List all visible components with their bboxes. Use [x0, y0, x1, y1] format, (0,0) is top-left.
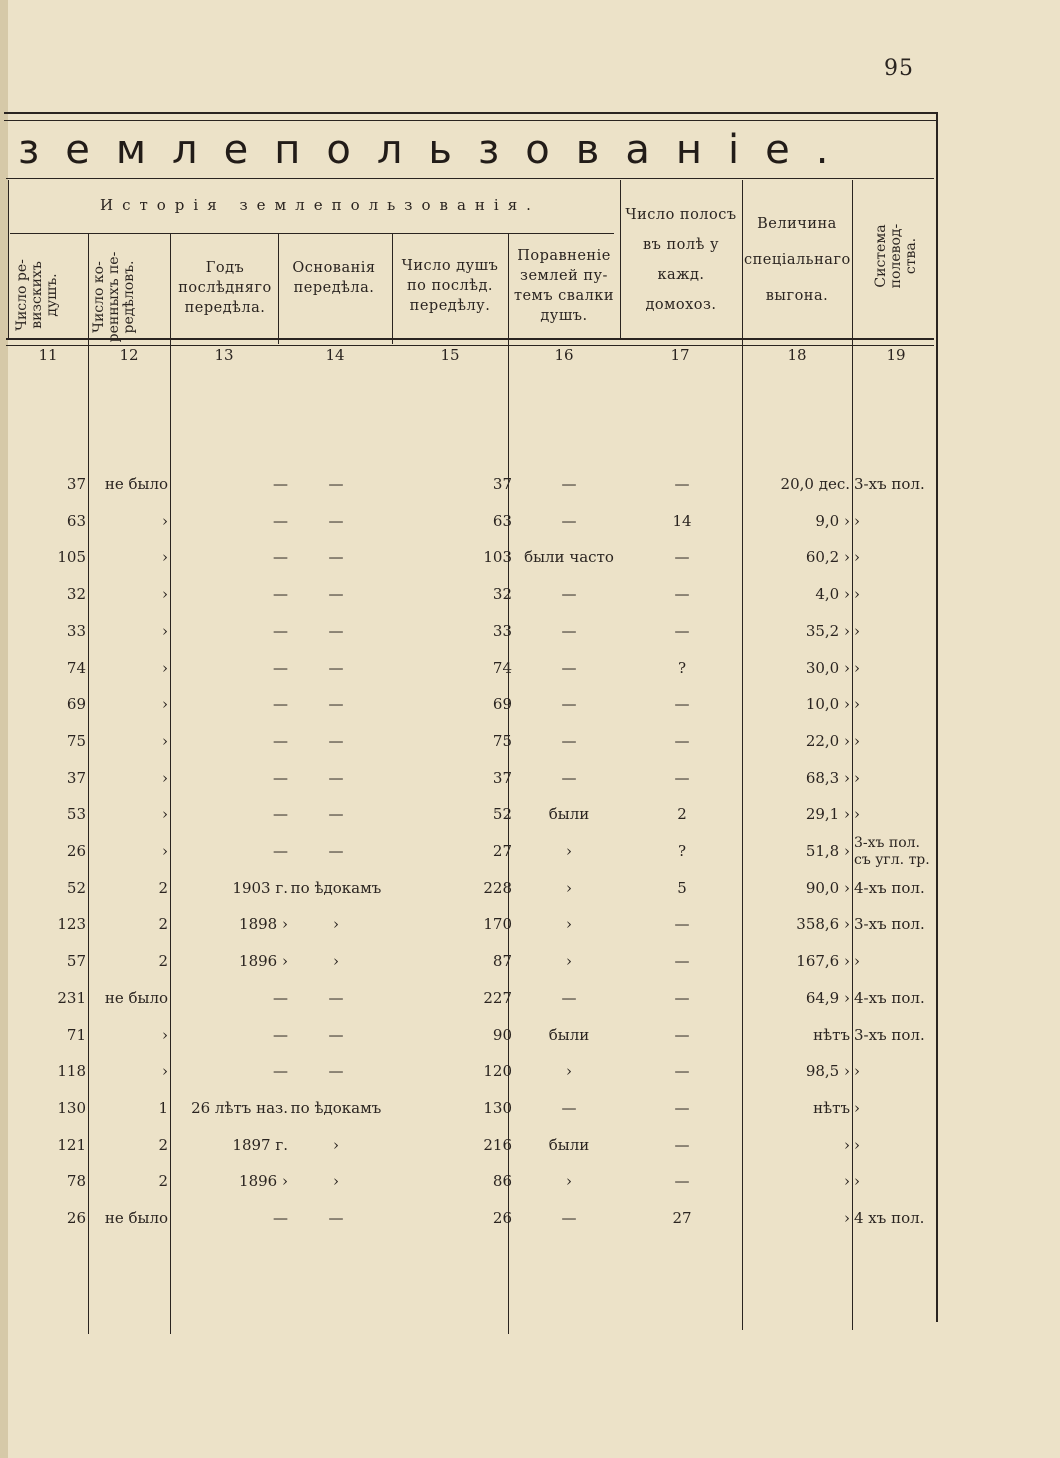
table-cell: —	[674, 988, 690, 1007]
table-cell: 26	[66, 1209, 86, 1227]
table-cell: —	[328, 658, 344, 677]
table-cell: ›	[162, 511, 168, 530]
table-cell: 2	[158, 952, 168, 971]
table-cell: 14	[672, 511, 692, 530]
page-number: 95	[884, 56, 914, 81]
table-cell: ›	[854, 621, 860, 640]
table-cell: 231	[57, 988, 86, 1007]
table-cell: ›	[162, 731, 168, 750]
table-cell: 87	[492, 952, 512, 971]
table-cell: 22,0 ›	[805, 731, 850, 750]
table-cell: 37	[66, 768, 86, 787]
table-cell: 75	[492, 731, 512, 750]
table-cell: не было	[104, 988, 168, 1007]
table-cell: —	[674, 952, 690, 971]
group-header: Исторія землепользованія.	[100, 196, 540, 214]
table-cell: —	[273, 548, 288, 567]
table-cell: по ѣдокамъ	[290, 878, 382, 897]
table-cell: —	[273, 1062, 288, 1081]
table-cell: ›	[566, 878, 572, 897]
table-cell: —	[273, 1209, 288, 1227]
table-cell: 2	[158, 1135, 168, 1154]
table-cell: —	[561, 511, 577, 530]
table-cell: —	[561, 475, 577, 493]
header-col17: Число полосъ въ полѣ у кажд. домохоз.	[625, 207, 737, 313]
table-cell: 32	[66, 585, 86, 604]
table-cell: ›	[854, 511, 860, 530]
table-cell: —	[273, 1025, 288, 1044]
col-sep	[8, 180, 9, 340]
table-cell: —	[273, 842, 288, 860]
table-cell: —	[273, 805, 288, 824]
section-title: землепользованіе.	[18, 127, 855, 173]
table-cell: 3-хъ пол. съ угл. тр.	[854, 835, 930, 868]
table-cell: 26	[492, 1209, 512, 1227]
table-cell: 32	[492, 585, 512, 604]
table-cell: 10,0 ›	[805, 695, 850, 714]
table-cell: ›	[162, 658, 168, 677]
table-cell: 75	[66, 731, 86, 750]
table-cell: ›	[162, 585, 168, 604]
table-cell: 4 хъ пол.	[854, 1209, 925, 1227]
table-cell: ›	[566, 915, 572, 934]
table-cell: 57	[66, 952, 86, 971]
table-cell: 3-хъ пол.	[854, 475, 925, 493]
table-cell: ›	[162, 1062, 168, 1081]
col-sep	[742, 180, 743, 1330]
table-cell: 4,0 ›	[815, 585, 850, 604]
group-rule	[10, 233, 614, 234]
table-cell: 51,8 ›	[805, 842, 850, 860]
table-cell: 74	[492, 658, 512, 677]
table-cell: 103	[483, 548, 512, 567]
table-cell: ›	[854, 952, 860, 971]
table-cell: —	[561, 585, 577, 604]
table-cell: 68,3 ›	[805, 768, 850, 787]
table-cell: 1898 ›	[239, 915, 288, 934]
header-col11: Число ре- визскихъ душъ.	[14, 259, 60, 331]
col-sep	[852, 180, 853, 1330]
table-cell: ›	[854, 548, 860, 567]
table-cell: 123	[57, 915, 86, 934]
table-cell: были	[548, 1025, 590, 1044]
table-cell: 37	[492, 475, 512, 493]
table-cell: 1896 ›	[239, 1172, 288, 1191]
col-sep	[88, 234, 89, 1334]
table-cell: 35,2 ›	[805, 621, 850, 640]
column-number: 12	[119, 346, 139, 364]
table-cell: —	[674, 1172, 690, 1191]
table-cell: —	[674, 915, 690, 934]
table-cell: 130	[483, 1098, 512, 1117]
table-cell: —	[561, 695, 577, 714]
table-cell: по ѣдокамъ	[290, 1098, 382, 1117]
table-cell: —	[561, 1098, 577, 1117]
table-cell: 26	[66, 842, 86, 860]
table-cell: 1896 ›	[239, 952, 288, 971]
table-cell: 228	[483, 878, 512, 897]
table-cell: ›	[333, 1172, 339, 1191]
table-cell: ›	[854, 1135, 860, 1154]
table-cell: 358,6 ›	[796, 915, 850, 934]
column-number: 17	[670, 346, 690, 364]
table-cell: —	[328, 842, 344, 860]
table-cell: 4-хъ пол.	[854, 878, 925, 897]
table-cell: —	[674, 768, 690, 787]
table-cell: 3-хъ пол.	[854, 1025, 925, 1044]
table-cell: —	[674, 548, 690, 567]
table-cell: 69	[492, 695, 512, 714]
table-cell: 26 лѣтъ наз.	[191, 1098, 288, 1117]
table-cell: ›	[854, 1098, 860, 1117]
table-cell: нѣтъ	[813, 1025, 850, 1044]
table-cell: 121	[57, 1135, 86, 1154]
table-cell: —	[328, 585, 344, 604]
col-sep	[392, 234, 393, 344]
table-cell: ›	[162, 768, 168, 787]
table-cell: —	[674, 1062, 690, 1081]
table-cell: были часто	[524, 548, 614, 567]
header-col14: Основанія передѣла.	[292, 260, 376, 296]
table-cell: —	[561, 988, 577, 1007]
table-cell: —	[328, 621, 344, 640]
table-cell: —	[273, 695, 288, 714]
col-sep	[278, 234, 279, 344]
table-cell: ›	[854, 805, 860, 824]
top-rule-thin	[4, 120, 938, 121]
table-cell: 2	[158, 915, 168, 934]
table-cell: ›	[162, 548, 168, 567]
table-cell: —	[674, 1135, 690, 1154]
col-sep	[170, 234, 171, 1334]
table-cell: ›	[162, 1025, 168, 1044]
table-cell: —	[328, 548, 344, 567]
table-cell: 4-хъ пол.	[854, 988, 925, 1007]
table-cell: 216	[483, 1135, 512, 1154]
header-col16: Поравненіе землей пу-темъ свалки душъ.	[513, 248, 615, 324]
table-cell: 167,6 ›	[796, 952, 850, 971]
table-cell: —	[674, 475, 690, 493]
table-cell: 37	[492, 768, 512, 787]
table-cell: ›	[854, 695, 860, 714]
table-cell: —	[674, 695, 690, 714]
table-cell: ›	[566, 952, 572, 971]
table-cell: —	[561, 658, 577, 677]
table-cell: ›	[333, 915, 339, 934]
table-cell: ?	[677, 842, 687, 860]
table-cell: —	[674, 1098, 690, 1117]
table-cell: 27	[672, 1209, 692, 1227]
table-cell: ›	[162, 621, 168, 640]
column-number: 11	[38, 346, 58, 364]
table-cell: 60,2 ›	[805, 548, 850, 567]
table-cell: 2	[677, 805, 687, 824]
column-number: 13	[214, 346, 234, 364]
table-cell: ›	[162, 805, 168, 824]
table-cell: 105	[57, 548, 86, 567]
table-cell: —	[273, 988, 288, 1007]
top-rule	[4, 112, 938, 114]
table-cell: ›	[854, 768, 860, 787]
table-cell: ›	[844, 1172, 850, 1191]
table-cell: 37	[66, 475, 86, 493]
table-cell: 1903 г.	[232, 878, 288, 897]
table-cell: 1897 г.	[232, 1135, 288, 1154]
table-cell: —	[273, 658, 288, 677]
table-cell: ›	[333, 952, 339, 971]
table-cell: 52	[492, 805, 512, 824]
table-cell: 52	[66, 878, 86, 897]
table-cell: —	[674, 1025, 690, 1044]
table-cell: 63	[66, 511, 86, 530]
table-cell: 118	[57, 1062, 86, 1081]
table-cell: —	[328, 1209, 344, 1227]
table-cell: —	[328, 805, 344, 824]
table-cell: ›	[162, 695, 168, 714]
col-sep	[620, 180, 621, 340]
table-cell: ›	[854, 1062, 860, 1081]
table-cell: —	[328, 511, 344, 530]
table-cell: —	[674, 731, 690, 750]
table-cell: 74	[66, 658, 86, 677]
table-cell: ›	[333, 1135, 339, 1154]
page-binding-edge	[0, 0, 8, 1458]
table-cell: —	[561, 1209, 577, 1227]
table-cell: 2	[158, 878, 168, 897]
table-cell: 30,0 ›	[805, 658, 850, 677]
table-cell: ?	[677, 658, 687, 677]
column-number: 14	[325, 346, 345, 364]
header-col13: Годъ послѣдняго передѣла.	[178, 260, 272, 316]
table-cell: ›	[566, 1062, 572, 1081]
table-cell: —	[273, 511, 288, 530]
table-cell: —	[674, 585, 690, 604]
table-cell: не было	[104, 475, 168, 493]
table-cell: —	[328, 988, 344, 1007]
table-cell: —	[273, 475, 288, 493]
table-cell: 78	[66, 1172, 86, 1191]
column-number: 19	[886, 346, 906, 364]
table-cell: были	[548, 1135, 590, 1154]
column-number: 16	[554, 346, 574, 364]
table-cell: 3-хъ пол.	[854, 915, 925, 934]
column-number: 18	[787, 346, 807, 364]
table-cell: ›	[162, 842, 168, 860]
table-cell: —	[328, 1025, 344, 1044]
table-cell: —	[273, 585, 288, 604]
table-cell: —	[328, 768, 344, 787]
table-cell: ›	[854, 1172, 860, 1191]
table-cell: 90,0 ›	[805, 878, 850, 897]
table-cell: 27	[492, 842, 512, 860]
table-cell: не было	[104, 1209, 168, 1227]
table-cell: 29,1 ›	[805, 805, 850, 824]
table-cell: 69	[66, 695, 86, 714]
table-cell: были	[548, 805, 590, 824]
table-cell: —	[273, 731, 288, 750]
table-cell: ›	[854, 731, 860, 750]
header-col18: Величина спеціальнаго выгона.	[744, 216, 851, 304]
table-cell: —	[273, 621, 288, 640]
table-cell: 33	[492, 621, 512, 640]
table-cell: 120	[483, 1062, 512, 1081]
header-col19: Система полевод- ства.	[873, 223, 919, 289]
table-cell: —	[328, 475, 344, 493]
table-cell: ›	[566, 1172, 572, 1191]
table-cell: 53	[66, 805, 86, 824]
table-cell: 1	[158, 1098, 168, 1117]
table-cell: —	[328, 1062, 344, 1081]
column-number: 15	[440, 346, 460, 364]
header-col12: Число ко- ренныхъ пе- редѣловъ.	[91, 251, 137, 343]
table-cell: —	[561, 731, 577, 750]
table-cell: нѣтъ	[813, 1098, 850, 1117]
table-cell: ›	[566, 842, 572, 860]
table-cell: —	[328, 695, 344, 714]
title-rule	[6, 178, 934, 179]
table-cell: —	[561, 768, 577, 787]
table-cell: —	[674, 621, 690, 640]
table-cell: 2	[158, 1172, 168, 1191]
table-cell: 5	[677, 878, 687, 897]
table-cell: 71	[66, 1025, 86, 1044]
header-col15: Число душъ по послѣд. передѣлу.	[401, 258, 499, 314]
table-cell: 130	[57, 1098, 86, 1117]
table-cell: 90	[492, 1025, 512, 1044]
table-cell: 20,0 дес.	[780, 475, 850, 493]
table-cell: —	[328, 731, 344, 750]
table-cell: —	[273, 768, 288, 787]
table-cell: ›	[844, 1135, 850, 1154]
table-cell: 98,5 ›	[805, 1062, 850, 1081]
table-cell: 64,9 ›	[805, 988, 850, 1007]
table-cell: ›	[854, 585, 860, 604]
table-cell: —	[561, 621, 577, 640]
table-cell: ›	[854, 658, 860, 677]
table-cell: 227	[483, 988, 512, 1007]
table-cell: 86	[492, 1172, 512, 1191]
table-cell: 9,0 ›	[815, 511, 850, 530]
table-cell: 170	[483, 915, 512, 934]
table-cell: 63	[492, 511, 512, 530]
table-cell: 33	[66, 621, 86, 640]
table-cell: ›	[844, 1209, 850, 1227]
